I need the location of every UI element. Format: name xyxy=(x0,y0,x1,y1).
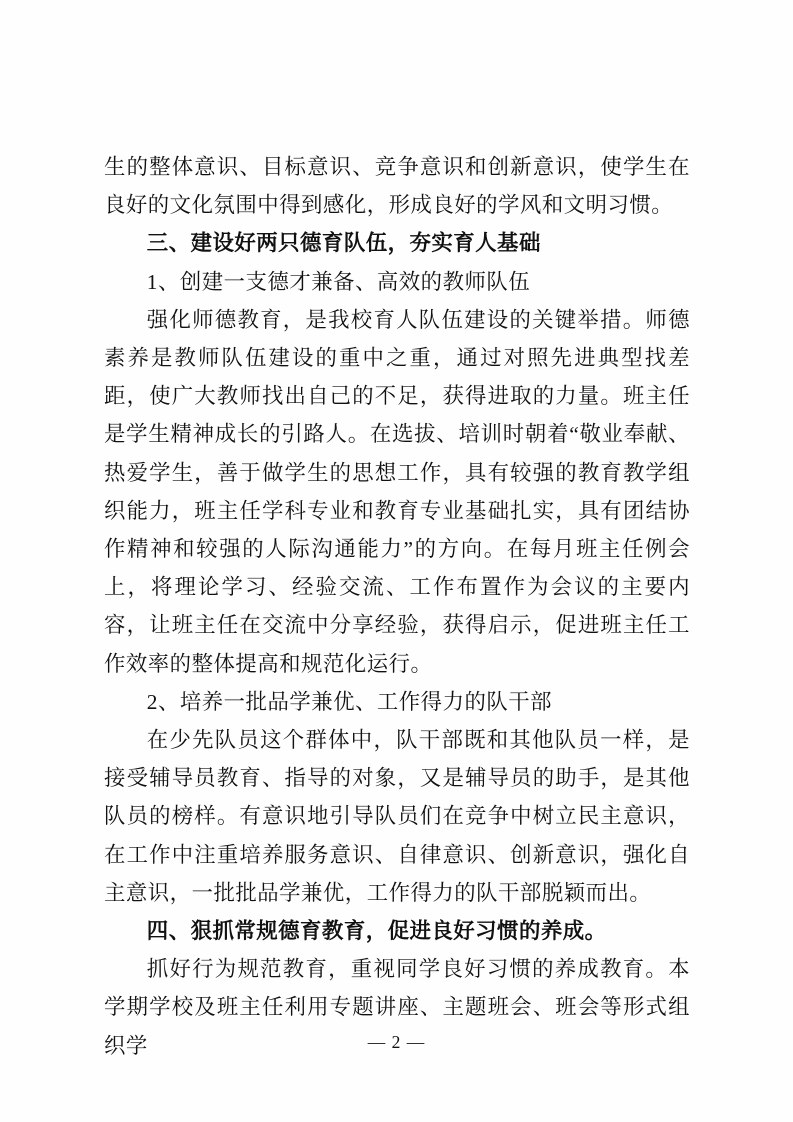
body-paragraph-habits: 抓好行为规范教育，重视同学良好习惯的养成教育。本学期学校及班主任利用专题讲座、主题班会、班会等形式组织学 xyxy=(104,957,690,1058)
document-body xyxy=(104,148,690,1065)
page-number-footer xyxy=(0,1032,793,1053)
section-heading-four: 四、狠抓常规德育教育，促进良好习惯的养成。 xyxy=(146,919,607,944)
section-heading-three: 三、建设好两只德育队伍，夯实育人基础 xyxy=(146,231,541,256)
body-paragraph-cadres: 在少先队员这个群体中，队干部既和其他队员一样，是接受辅导员教育、指导的对象，又是辅导员的助手，是其他队员的榜样。有意识地引导队员们在竞争中树立民主意识，在工作中注重培养服务意识、自律意识、创新意识，强化自主意识，一批批品学兼优，工作得力的队干部脱颖而出。 xyxy=(104,728,690,905)
list-item-2: 2、培养一批品学兼优、工作得力的队干部 xyxy=(146,689,553,714)
continuation-paragraph: 生的整体意识、目标意识、竞争意识和创新意识，使学生在良好的文化氛围中得到感化，形成良好的学风和文明习惯。 xyxy=(104,155,690,218)
body-paragraph-teachers: 强化师德教育，是我校育人队伍建设的关键举措。师德素养是教师队伍建设的重中之重，通过对照先进典型找差距，使广大教师找出自己的不足，获得进取的力量。班主任是学生精神成长的引路人。在选拔、培训时朝着“敬业奉献、热爱学生，善于做学生的思想工作，具有较强的教育教学组织能力，班主任学科专业和教育专业基础扎实，具有团结协作精神和较强的人际沟通能力”的方向。在每月班主任例会上，将理论学习、经验交流、工作布置作为会议的主要内容，让班主任在交流中分享经验，获得启示，促进班主任工作效率的整体提高和规范化运行。 xyxy=(104,307,690,676)
page-number: — 2 — xyxy=(367,1032,426,1052)
list-item-1: 1、创建一支德才兼备、高效的教师队伍 xyxy=(146,269,531,294)
